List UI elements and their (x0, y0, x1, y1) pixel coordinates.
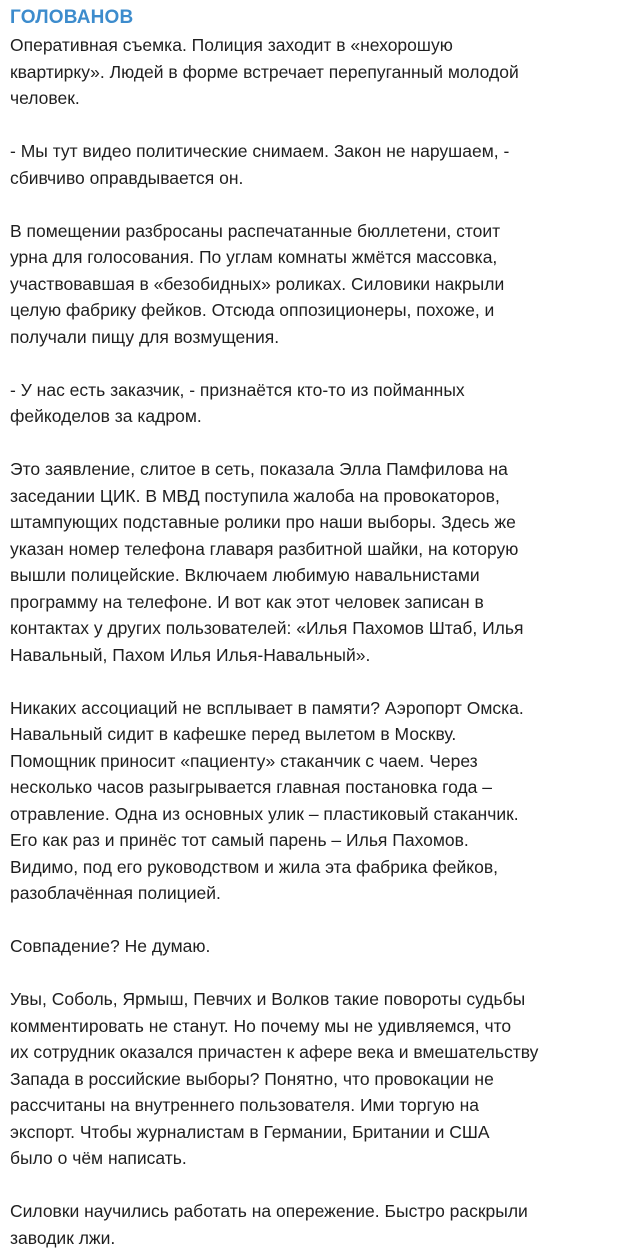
message-paragraph: Увы, Соболь, Ярмыш, Певчих и Волков такие повороты судьбы комментировать не станут. Но почему мы не удивляемся, что их сотрудник оказался причастен к афере века и вмешательству Запада в российские выборы? Понятно, что провокации не рассчитаны на внутреннего пользователя. Ими торгую на экспорт. Чтобы журналистам в Германии, Британии и США было о чём написать. (10, 989, 539, 1168)
message-paragraph: - У нас есть заказчик, - признаётся кто-то из пойманных фейкоделов за кадром. (10, 379, 465, 426)
message-paragraph: Это заявление, слитое в сеть, показала Элла Памфилова на заседании ЦИК. В МВД поступила жалоба на провокаторов, штампующих подставные ролики про наши выборы. Здесь же указан номер телефона главаря разбитной шайки, на которую вышли полицейские. Включаем любимую навальнистами программу на телефоне. И вот как этот человек записан в контактах у других пользователей: «Илья Пахомов Штаб, Илья Навальный, Пахом Илья Илья-Навальный». (10, 459, 524, 665)
message-paragraph: Совпадение? Не думаю. (10, 936, 211, 956)
message-body (10, 32, 614, 1251)
message-paragraph: - Мы тут видео политические снимаем. Закон не нарушаем, - сбивчиво оправдывается он. (10, 141, 510, 188)
message-paragraph: Никаких ассоциаций не всплывает в памяти? Аэропорт Омска. Навальный сидит в кафешке перед вылетом в Москву. Помощник приносит «пациенту» стаканчик с чаем. Через несколько часов разыгрывается главная постановка года – отравление. Одна из основных улик – пластиковый стаканчик. Его как раз и принёс тот самый парень – Илья Пахомов. Видимо, под его руководством и жила эта фабрика фейков, разоблачённая полицией. (10, 697, 524, 903)
message-post (10, 4, 614, 1251)
message-paragraph: В помещении разбросаны распечатанные бюллетени, стоит урна для голосования. По углам комнаты жмётся массовка, участвовавшая в «безобидных» роликах. Силовики накрыли целую фабрику фейков. Отсюда оппозиционеры, похоже, и получали пищу для возмущения. (10, 220, 505, 347)
message-paragraph: Оперативная съемка. Полиция заходит в «нехорошую квартирку». Людей в форме встречает перепуганный молодой человек. (10, 35, 519, 108)
author-name[interactable]: ГОЛОВАНОВ (10, 7, 134, 28)
message-paragraph: Силовки научились работать на опережение. Быстро раскрыли заводик лжи. (10, 1201, 528, 1248)
